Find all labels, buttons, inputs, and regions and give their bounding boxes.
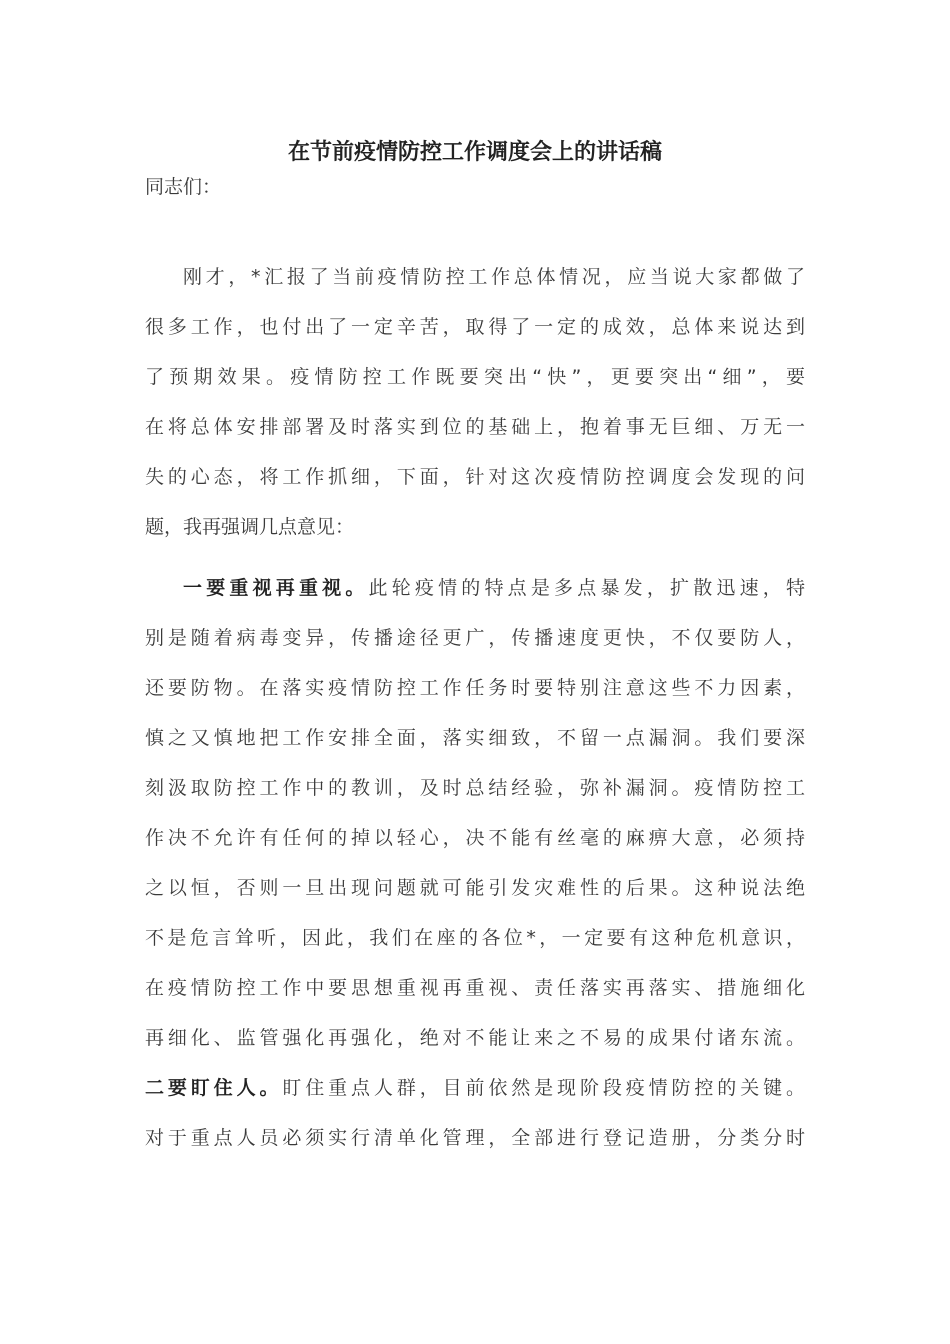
paragraph-line: 之以恒，否则一旦出现问题就可能引发灾难性的后果。这种说法绝: [145, 877, 805, 899]
paragraph-line: 作决不允许有任何的掉以轻心，决不能有丝毫的麻痹大意，必须持: [145, 827, 805, 849]
section1-first-line: [183, 573, 805, 603]
paragraph-line: 在将总体安排部署及时落实到位的基础上，抱着事无巨细、万无一: [145, 416, 805, 438]
section2-first-line: [145, 1073, 805, 1103]
paragraph-line: 失的心态，将工作抓细，下面，针对这次疫情防控调度会发现的问: [145, 466, 805, 488]
section2-heading: 二要盯住人。: [145, 1077, 283, 1099]
paragraph-line: 在疫情防控工作中要思想重视再重视、责任落实再落实、措施细化: [145, 977, 805, 999]
paragraph-line: 很多工作，也付出了一定辛苦，取得了一定的成效，总体来说达到: [145, 316, 805, 338]
paragraph-line: 不是危言耸听，因此，我们在座的各位*，一定要有这种危机意识，: [145, 927, 805, 949]
paragraph-line: 别是随着病毒变异，传播途径更广，传播速度更快，不仅要防人，: [145, 627, 805, 649]
document-title: 在节前疫情防控工作调度会上的讲话稿: [287, 140, 662, 165]
paragraph-line: 再细化、监管强化再强化，绝对不能让来之不易的成果付诸东流。: [145, 1027, 805, 1049]
paragraph-line: 还要防物。在落实疫情防控工作任务时要特别注意这些不力因素，: [145, 677, 805, 699]
paragraph-line: 题，我再强调几点意见：: [145, 516, 355, 538]
paragraph-line: 慎之又慎地把工作安排全面，落实细致，不留一点漏洞。我们要深: [145, 727, 805, 749]
salutation: 同志们：: [145, 176, 222, 198]
section1-first-line-text: 此轮疫情的特点是多点暴发，扩散迅速，特: [368, 577, 805, 599]
paragraph-line: 了预期效果。疫情防控工作既要突出“快”，更要突出“细”，要: [145, 366, 805, 388]
paragraph-line: 刻汲取防控工作中的教训，及时总结经验，弥补漏洞。疫情防控工: [145, 777, 805, 799]
section1-heading: 一要重视再重视。: [183, 577, 369, 599]
section2-first-line-text: 盯住重点人群，目前依然是现阶段疫情防控的关键。: [282, 1077, 805, 1099]
paragraph-line: 对于重点人员必须实行清单化管理，全部进行登记造册，分类分时: [145, 1127, 805, 1149]
paragraph-line: 刚才，*汇报了当前疫情防控工作总体情况，应当说大家都做了: [183, 266, 805, 288]
